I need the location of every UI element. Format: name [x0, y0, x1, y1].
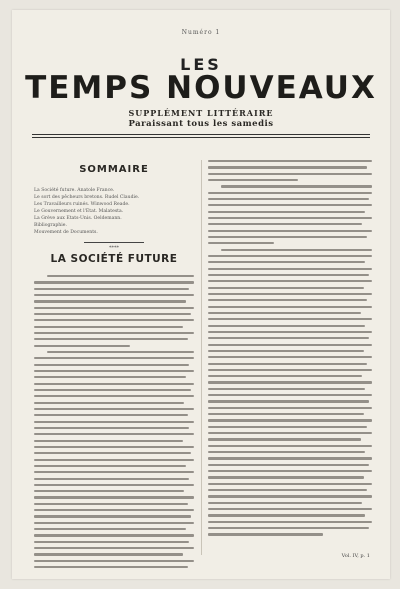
newspaper-page [12, 10, 390, 579]
page-reference: Vol. IV, p. 1 [341, 553, 370, 559]
sommaire-item: Mouvement de Documents. [34, 230, 98, 235]
sommaire-item: Les Travailleurs ruinés. Winwood Reade. [34, 202, 130, 207]
ornament-marker: **** [109, 245, 119, 251]
article-title: LA SOCIÉTÉ FUTURE [50, 253, 178, 265]
header-rule-bottom [32, 137, 370, 138]
article-body-left [34, 275, 194, 568]
header-rule-top [32, 134, 370, 135]
sommaire-item: Le Gouvernement et l'État. Malatesta. [34, 209, 124, 214]
sommaire-item: La Grève aux Etats-Unis. Oeldemann. [34, 216, 122, 221]
right-column [208, 160, 372, 540]
column-divider [201, 160, 202, 555]
article-body-right [208, 160, 372, 536]
issue-number: Numéro 1 [181, 29, 221, 36]
sommaire-heading: SOMMAIRE [79, 164, 149, 175]
sommaire-item: Bibliographie. [34, 223, 67, 228]
left-column [34, 160, 194, 572]
sommaire-item: La Société future. Anatole France. [34, 188, 115, 193]
section-divider [84, 242, 144, 243]
sommaire-item: Le sort des pêcheurs bretons. Rudel Claudie. [34, 195, 140, 200]
masthead-supplement: SUPPLÉMENT LITTÉRAIRE [128, 108, 274, 118]
masthead-article: LES [180, 55, 222, 74]
masthead-frequency: Paraissant tous les samedis [128, 119, 274, 129]
sommaire-list [34, 187, 194, 236]
masthead-title: TEMPS NOUVEAUX [25, 70, 377, 106]
